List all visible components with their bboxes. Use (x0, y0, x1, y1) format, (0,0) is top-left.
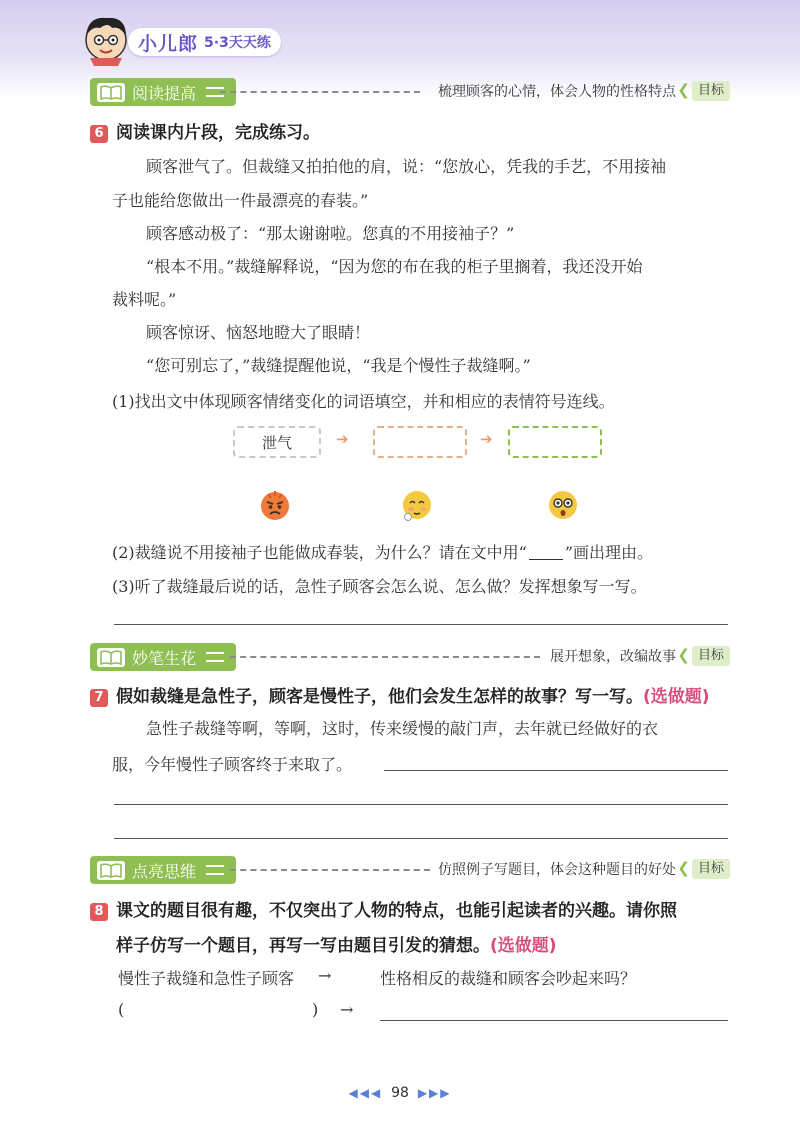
question-number-badge: 6 (90, 125, 108, 143)
paren-close: ) (312, 1000, 319, 1019)
page-number-value: 98 (391, 1085, 409, 1101)
section-writing-header (90, 643, 730, 671)
book-sprout-icon (96, 859, 126, 881)
question-number-badge: 8 (90, 903, 108, 921)
optional-label: (选做题) (643, 687, 710, 707)
section-thinking-tag (90, 856, 236, 884)
question-8-title-cont: 样子仿写一个题目，再写一写由题目引发的猜想。(选做题) (116, 936, 557, 956)
underline-blank (529, 545, 563, 560)
arrow-right-icon: ➔ (336, 430, 349, 448)
story-start-line: 急性子裁缝等啊，等啊，这时，传来缓慢的敲门声，去年就已经做好的衣 (146, 719, 659, 738)
arrow-right-icon: → (318, 966, 332, 985)
arrow-right-icon: ➔ (480, 430, 493, 448)
arrow-right-icon: → (340, 1000, 354, 1019)
section-thinking-title: 点亮思维 (132, 861, 197, 881)
page-number (0, 1085, 800, 1101)
title-input-blank[interactable] (132, 996, 308, 1020)
emotion-word-box-2[interactable] (373, 426, 467, 458)
mascot-boy-icon (78, 10, 134, 66)
section-writing-title: 妙笔生花 (132, 648, 197, 668)
answer-line[interactable] (114, 804, 728, 805)
question-7-title: 7 假如裁缝是急性子，顾客是慢性子，他们会发生怎样的故事？写一写。(选做题) (90, 682, 710, 707)
goal-badge: 目标 (692, 859, 730, 879)
section-reading-goal: 梳理顾客的心情，体会人物的性格特点 (438, 84, 676, 100)
book-sprout-icon (96, 81, 126, 103)
angry-face-icon[interactable] (258, 488, 292, 522)
emotion-word-box-1: 泄气 (233, 426, 321, 458)
brand-subtitle: 5·3天天练 (204, 35, 271, 51)
prev-arrows-icon: ◀◀◀ (348, 1086, 383, 1100)
answer-line[interactable] (114, 624, 728, 625)
paren-open: ( (118, 1000, 125, 1019)
subquestion-1: (1)找出文中体现顾客情绪变化的词语填空，并和相应的表情符号连线。 (112, 392, 615, 411)
answer-line[interactable] (384, 770, 728, 771)
section-writing-goal: 展开想象，改编故事 (550, 649, 676, 665)
moved-face-icon[interactable] (400, 488, 434, 522)
section-reading-tag (90, 78, 236, 106)
leaf-arrow-icon: ❮ (677, 81, 690, 99)
section-writing-tag (90, 643, 236, 671)
section-reading-header (90, 78, 730, 106)
passage-line: 裁料呢。” (112, 290, 177, 309)
subquestion-3: (3)听了裁缝最后说的话，急性子顾客会怎么说、怎么做？发挥想象写一写。 (112, 577, 647, 596)
optional-label: (选做题) (490, 936, 557, 956)
question-number-badge: 7 (90, 689, 108, 707)
emotion-word-box-3[interactable] (508, 426, 602, 458)
passage-line: “您可别忘了，”裁缝提醒他说，“我是个慢性子裁缝啊。” (146, 356, 531, 375)
story-start-line: 服，今年慢性子顾客终于来取了。 (112, 755, 353, 774)
answer-line[interactable] (114, 838, 728, 839)
subquestion-2: (2)裁缝说不用接袖子也能做成春装，为什么？请在文中用“ ”画出理由。 (112, 543, 654, 562)
section-reading-title: 阅读提高 (132, 83, 197, 103)
question-6-title: 6 阅读课内片段，完成练习。 (90, 118, 320, 143)
goal-badge: 目标 (692, 81, 730, 101)
example-title: 慢性子裁缝和急性子顾客 (118, 969, 295, 988)
book-sprout-icon (96, 646, 126, 668)
example-guess: 性格相反的裁缝和顾客会吵起来吗？ (380, 969, 637, 988)
passage-line: “根本不用。”裁缝解释说，“因为您的布在我的柜子里搁着，我还没开始 (146, 257, 643, 276)
question-8-title: 8 课文的题目很有趣，不仅突出了人物的特点，也能引起读者的兴趣。请你照 (90, 896, 677, 921)
brand-label (128, 28, 281, 56)
brand-title: 小儿郎 (138, 32, 199, 55)
next-arrows-icon: ▶▶▶ (417, 1086, 452, 1100)
answer-line[interactable] (380, 1020, 728, 1021)
leaf-arrow-icon: ❮ (677, 859, 690, 877)
section-thinking-goal: 仿照例子写题目，体会这种题目的好处 (438, 862, 676, 878)
surprised-face-icon[interactable] (546, 488, 580, 522)
leaf-arrow-icon: ❮ (677, 646, 690, 664)
passage-line: 顾客惊讶、恼怒地瞪大了眼睛！ (146, 323, 371, 342)
goal-badge: 目标 (692, 646, 730, 666)
passage-line: 顾客感动极了：“那太谢谢啦。您真的不用接袖子？” (146, 224, 515, 243)
passage-line: 子也能给您做出一件最漂亮的春装。” (112, 191, 369, 210)
passage-line: 顾客泄气了。但裁缝又拍拍他的肩，说：“您放心，凭我的手艺，不用接袖 (146, 157, 667, 176)
section-thinking-header (90, 856, 730, 884)
